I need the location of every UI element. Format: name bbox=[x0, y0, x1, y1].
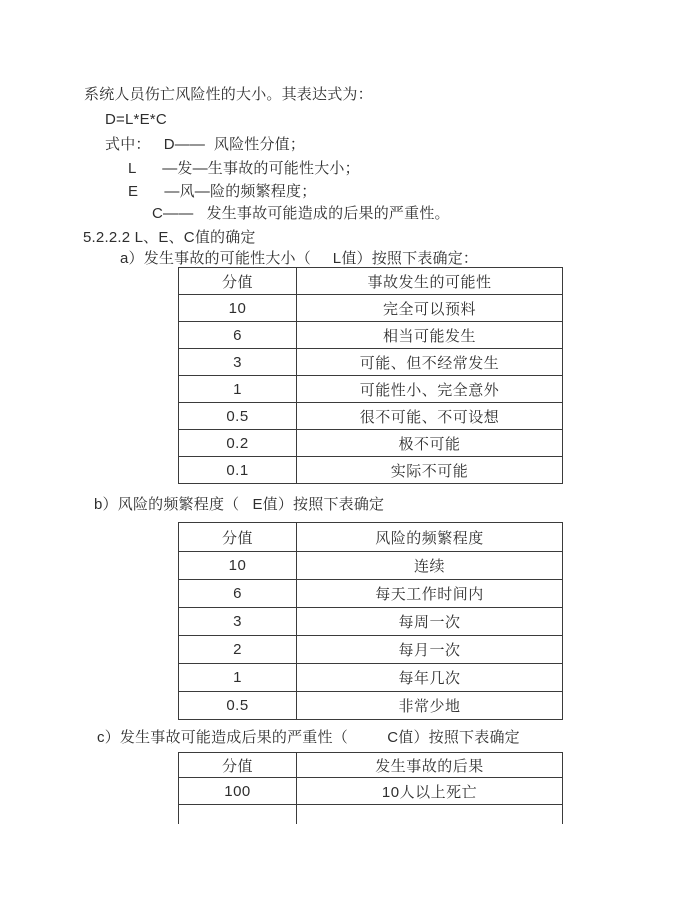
list-item-a: a）发生事故的可能性大小（ L值）按照下表确定： bbox=[120, 250, 479, 267]
definition-l-line: L —发—生事故的可能性大小； bbox=[128, 160, 360, 177]
score-cell: 1 bbox=[179, 376, 297, 402]
description-cell: 非常少地 bbox=[398, 698, 461, 715]
description-cell: 连续 bbox=[413, 558, 445, 575]
description-cell: 很不可能、不可设想 bbox=[359, 408, 500, 426]
definition-d-line: 式中： D—— 风险性分值； bbox=[105, 136, 306, 153]
score-cell: 分值 bbox=[179, 753, 297, 777]
score-cell: 6 bbox=[179, 322, 297, 348]
table-row-truncated bbox=[179, 805, 562, 824]
c-value-table bbox=[178, 752, 563, 824]
score-cell: 2 bbox=[179, 636, 297, 663]
table-header-row bbox=[179, 523, 562, 552]
score-cell: 0.2 bbox=[179, 430, 297, 456]
table-row bbox=[179, 457, 562, 484]
table-row bbox=[179, 322, 562, 349]
table-row bbox=[179, 778, 562, 805]
score-cell: 0.5 bbox=[179, 403, 297, 429]
score-cell: 3 bbox=[179, 608, 297, 635]
score-cell: 1 bbox=[179, 664, 297, 691]
table-row bbox=[179, 664, 562, 692]
score-cell: 0.5 bbox=[179, 692, 297, 719]
score-cell: 10 bbox=[179, 552, 297, 579]
table-row bbox=[179, 608, 562, 636]
list-item-b: b）风险的频繁程度（ E值）按照下表确定 bbox=[94, 496, 385, 513]
score-cell: 10 bbox=[179, 295, 297, 321]
section-heading: 5.2.2.2 L、E、C值的确定 bbox=[83, 229, 256, 246]
description-cell: 10人以上死亡 bbox=[381, 783, 478, 801]
description-cell: 每周一次 bbox=[398, 614, 461, 631]
score-cell: 分值 bbox=[179, 268, 297, 294]
table-row bbox=[179, 349, 562, 376]
description-cell: 每天工作时间内 bbox=[375, 586, 484, 603]
table-row bbox=[179, 403, 562, 430]
score-cell: 100 bbox=[179, 778, 297, 804]
table-row bbox=[179, 580, 562, 608]
l-value-table bbox=[178, 267, 563, 484]
score-cell: 3 bbox=[179, 349, 297, 375]
description-cell: 事故发生的可能性 bbox=[367, 273, 492, 291]
table-header-row bbox=[179, 753, 562, 778]
description-cell: 可能性小、完全意外 bbox=[359, 381, 500, 399]
score-cell: 0.1 bbox=[179, 457, 297, 483]
description-cell: 风险的频繁程度 bbox=[375, 529, 484, 547]
formula-line: D=L*E*C bbox=[105, 111, 167, 128]
list-item-c: c）发生事故可能造成后果的严重性（ C值）按照下表确定 bbox=[97, 729, 520, 746]
definition-e-line: E —风—险的频繁程度； bbox=[128, 183, 317, 200]
score-cell: 分值 bbox=[179, 523, 297, 551]
description-cell: 每月一次 bbox=[398, 642, 461, 659]
description-cell bbox=[297, 805, 562, 824]
table-header-row bbox=[179, 268, 562, 295]
description-cell: 每年几次 bbox=[398, 670, 461, 687]
description-cell: 极不可能 bbox=[398, 435, 461, 453]
description-cell: 发生事故的后果 bbox=[375, 757, 484, 775]
description-cell: 相当可能发生 bbox=[382, 327, 476, 345]
definition-c-line: C—— 发生事故可能造成的后果的严重性。 bbox=[152, 205, 450, 222]
table-row bbox=[179, 295, 562, 322]
description-cell: 实际不可能 bbox=[390, 462, 469, 480]
score-cell: 6 bbox=[179, 580, 297, 607]
score-cell bbox=[179, 805, 297, 824]
table-row bbox=[179, 692, 562, 720]
table-row bbox=[179, 636, 562, 664]
description-cell: 可能、但不经常发生 bbox=[359, 354, 500, 372]
table-row bbox=[179, 376, 562, 403]
table-row bbox=[179, 430, 562, 457]
description-cell: 完全可以预料 bbox=[382, 300, 476, 318]
e-value-table bbox=[178, 522, 563, 720]
intro-line: 系统人员伤亡风险性的大小。其表达式为： bbox=[84, 86, 373, 103]
table-row bbox=[179, 552, 562, 580]
